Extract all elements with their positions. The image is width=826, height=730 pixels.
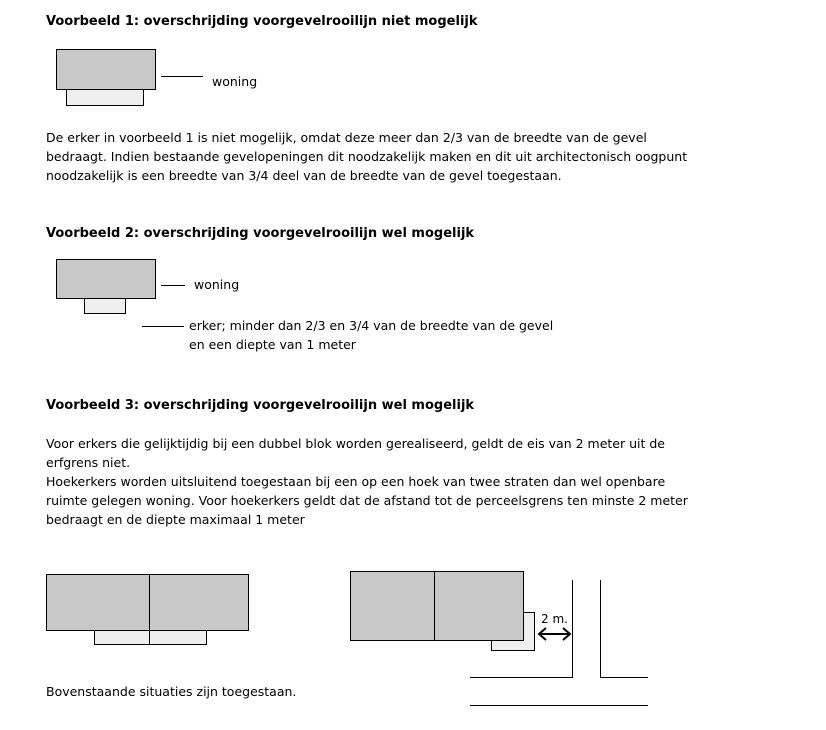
closing-text: Bovenstaande situaties zijn toegestaan. [46,684,297,699]
paragraph-line: erfgrens niet. [46,455,131,470]
example2-heading: Voorbeeld 2: overschrijding voorgevelrooilijn wel mogelijk [46,226,475,241]
distance-label: 2 m. [541,612,568,626]
example3-heading: Voorbeeld 3: overschrijding voorgevelrooilijn wel mogelijk [46,398,475,413]
erker-label-line: erker; minder dan 2/3 en 3/4 van de breedte van de gevel [189,318,554,333]
woning-label: woning [194,277,240,292]
woning-label: woning [212,74,258,89]
paragraph-line: De erker in voorbeeld 1 is niet mogelijk, omdat deze meer dan 2/3 van de breedte van de gevel [46,130,647,145]
erker-label-line: en een diepte van 1 meter [189,337,356,352]
paragraph-line: Hoekerkers worden uitsluitend toegestaan bij een op een hoek van twee straten dan wel openbare [46,474,666,489]
paragraph-line: Voor erkers die gelijktijdig bij een dubbel blok worden gerealiseerd, geldt de eis van 2 meter uit de [46,436,665,451]
example1-heading: Voorbeeld 1: overschrijding voorgevelrooilijn niet mogelijk [46,14,478,29]
paragraph-line: bedraagt. Indien bestaande gevelopeningen dit noodzakelijk maken en dit uit architectonisch oogpunt [46,149,688,164]
paragraph-line: ruimte gelegen woning. Voor hoekerkers geldt dat de afstand tot de perceelsgrens ten minste 2 meter [46,493,688,508]
paragraph-line: bedraagt en de diepte maximaal 1 meter [46,512,305,527]
paragraph-line: noodzakelijk is een breedte van 3/4 deel van de breedte van de gevel toegestaan. [46,168,562,183]
